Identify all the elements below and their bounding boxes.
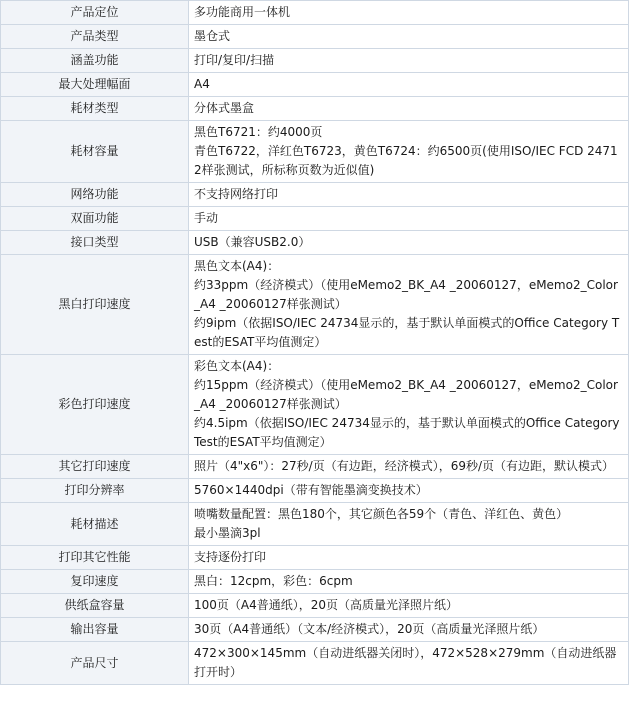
spec-value-line: 喷嘴数量配置：黑色180个，其它颜色各59个（青色、洋红色、黄色） xyxy=(194,507,569,521)
spec-label: 耗材描述 xyxy=(1,503,189,546)
spec-row xyxy=(1,1,629,25)
spec-row xyxy=(1,207,629,231)
spec-row xyxy=(1,546,629,570)
spec-label: 彩色打印速度 xyxy=(1,355,189,455)
spec-value-line: 最小墨滴3pl xyxy=(194,526,261,540)
spec-label: 最大处理幅面 xyxy=(1,73,189,97)
spec-row xyxy=(1,121,629,183)
spec-row xyxy=(1,455,629,479)
spec-row xyxy=(1,183,629,207)
spec-value-line: 彩色文本(A4)： xyxy=(194,359,280,373)
spec-value-line: 约33ppm（经济模式）（使用eMemo2_BK_A4 _20060127，eMemo2_Color_A4 _20060127样张测试） xyxy=(194,278,618,311)
spec-value xyxy=(189,121,629,183)
spec-value xyxy=(189,49,629,73)
spec-row xyxy=(1,231,629,255)
spec-row xyxy=(1,73,629,97)
spec-value-line: 打印/复印/扫描 xyxy=(194,53,275,67)
spec-value-line: 分体式墨盒 xyxy=(194,101,255,115)
spec-label: 打印分辨率 xyxy=(1,479,189,503)
spec-label: 供纸盒容量 xyxy=(1,594,189,618)
spec-value xyxy=(189,355,629,455)
spec-value-line: 100页（A4普通纸），20页（高质量光泽照片纸） xyxy=(194,598,459,612)
spec-value-line: 约15ppm（经济模式）（使用eMemo2_BK_A4 _20060127，eMemo2_Color_A4 _20060127样张测试） xyxy=(194,378,618,411)
spec-row xyxy=(1,255,629,355)
spec-value xyxy=(189,594,629,618)
spec-label: 复印速度 xyxy=(1,570,189,594)
spec-row xyxy=(1,618,629,642)
spec-value xyxy=(189,73,629,97)
spec-value-line: 墨仓式 xyxy=(194,29,231,43)
spec-value xyxy=(189,570,629,594)
spec-value xyxy=(189,503,629,546)
spec-value-line: 黑色文本(A4)： xyxy=(194,259,280,273)
spec-value xyxy=(189,183,629,207)
spec-row xyxy=(1,479,629,503)
spec-label: 耗材容量 xyxy=(1,121,189,183)
spec-value-line: 黑白：12cpm，彩色：6cpm xyxy=(194,574,353,588)
spec-value xyxy=(189,546,629,570)
spec-row xyxy=(1,355,629,455)
spec-label: 接口类型 xyxy=(1,231,189,255)
spec-value-line: 5760×1440dpi（带有智能墨滴变换技术） xyxy=(194,483,428,497)
spec-label: 涵盖功能 xyxy=(1,49,189,73)
spec-value xyxy=(189,455,629,479)
spec-value-line: 30页（A4普通纸）（文本/经济模式），20页（高质量光泽照片纸） xyxy=(194,622,545,636)
spec-value xyxy=(189,97,629,121)
spec-value xyxy=(189,479,629,503)
spec-value-line: 约9ipm（依据ISO/IEC 24734显示的，基于默认单面模式的Office Category Test的ESAT平均值测定） xyxy=(194,316,620,349)
spec-label: 产品尺寸 xyxy=(1,642,189,685)
spec-row xyxy=(1,49,629,73)
spec-row xyxy=(1,570,629,594)
spec-value-line: 照片（4"x6"）：27秒/页（有边距，经济模式），69秒/页（有边距，默认模式） xyxy=(194,459,615,473)
spec-label: 产品定位 xyxy=(1,1,189,25)
spec-value-line: 黑色T6721：约4000页 xyxy=(194,125,323,139)
spec-label: 耗材类型 xyxy=(1,97,189,121)
spec-label: 打印其它性能 xyxy=(1,546,189,570)
spec-value xyxy=(189,231,629,255)
spec-label: 输出容量 xyxy=(1,618,189,642)
spec-label: 双面功能 xyxy=(1,207,189,231)
spec-row xyxy=(1,97,629,121)
spec-row xyxy=(1,594,629,618)
spec-value-line: 472×300×145mm（自动进纸器关闭时），472×528×279mm（自动进纸器打开时） xyxy=(194,646,617,679)
spec-row xyxy=(1,642,629,685)
spec-value xyxy=(189,255,629,355)
spec-label: 网络功能 xyxy=(1,183,189,207)
spec-value-line: A4 xyxy=(194,77,210,91)
spec-value-line: 支持逐份打印 xyxy=(194,550,267,564)
spec-value-line: 青色T6722，洋红色T6723，黄色T6724：约6500页(使用ISO/IEC FCD 24712样张测试，所标称页数为近似值) xyxy=(194,144,618,177)
spec-label: 其它打印速度 xyxy=(1,455,189,479)
spec-row xyxy=(1,25,629,49)
spec-row xyxy=(1,503,629,546)
spec-value-line: 不支持网络打印 xyxy=(194,187,279,201)
spec-value xyxy=(189,642,629,685)
spec-value xyxy=(189,1,629,25)
spec-label: 黑白打印速度 xyxy=(1,255,189,355)
spec-value-line: 手动 xyxy=(194,211,219,225)
spec-value-line: 多功能商用一体机 xyxy=(194,5,291,19)
spec-value xyxy=(189,25,629,49)
spec-value xyxy=(189,618,629,642)
spec-label: 产品类型 xyxy=(1,25,189,49)
spec-value-line: 约4.5ipm（依据ISO/IEC 24734显示的，基于默认单面模式的Office Category Test的ESAT平均值测定） xyxy=(194,416,620,449)
spec-value xyxy=(189,207,629,231)
spec-value-line: USB（兼容USB2.0） xyxy=(194,235,311,249)
spec-table-body xyxy=(1,1,629,685)
